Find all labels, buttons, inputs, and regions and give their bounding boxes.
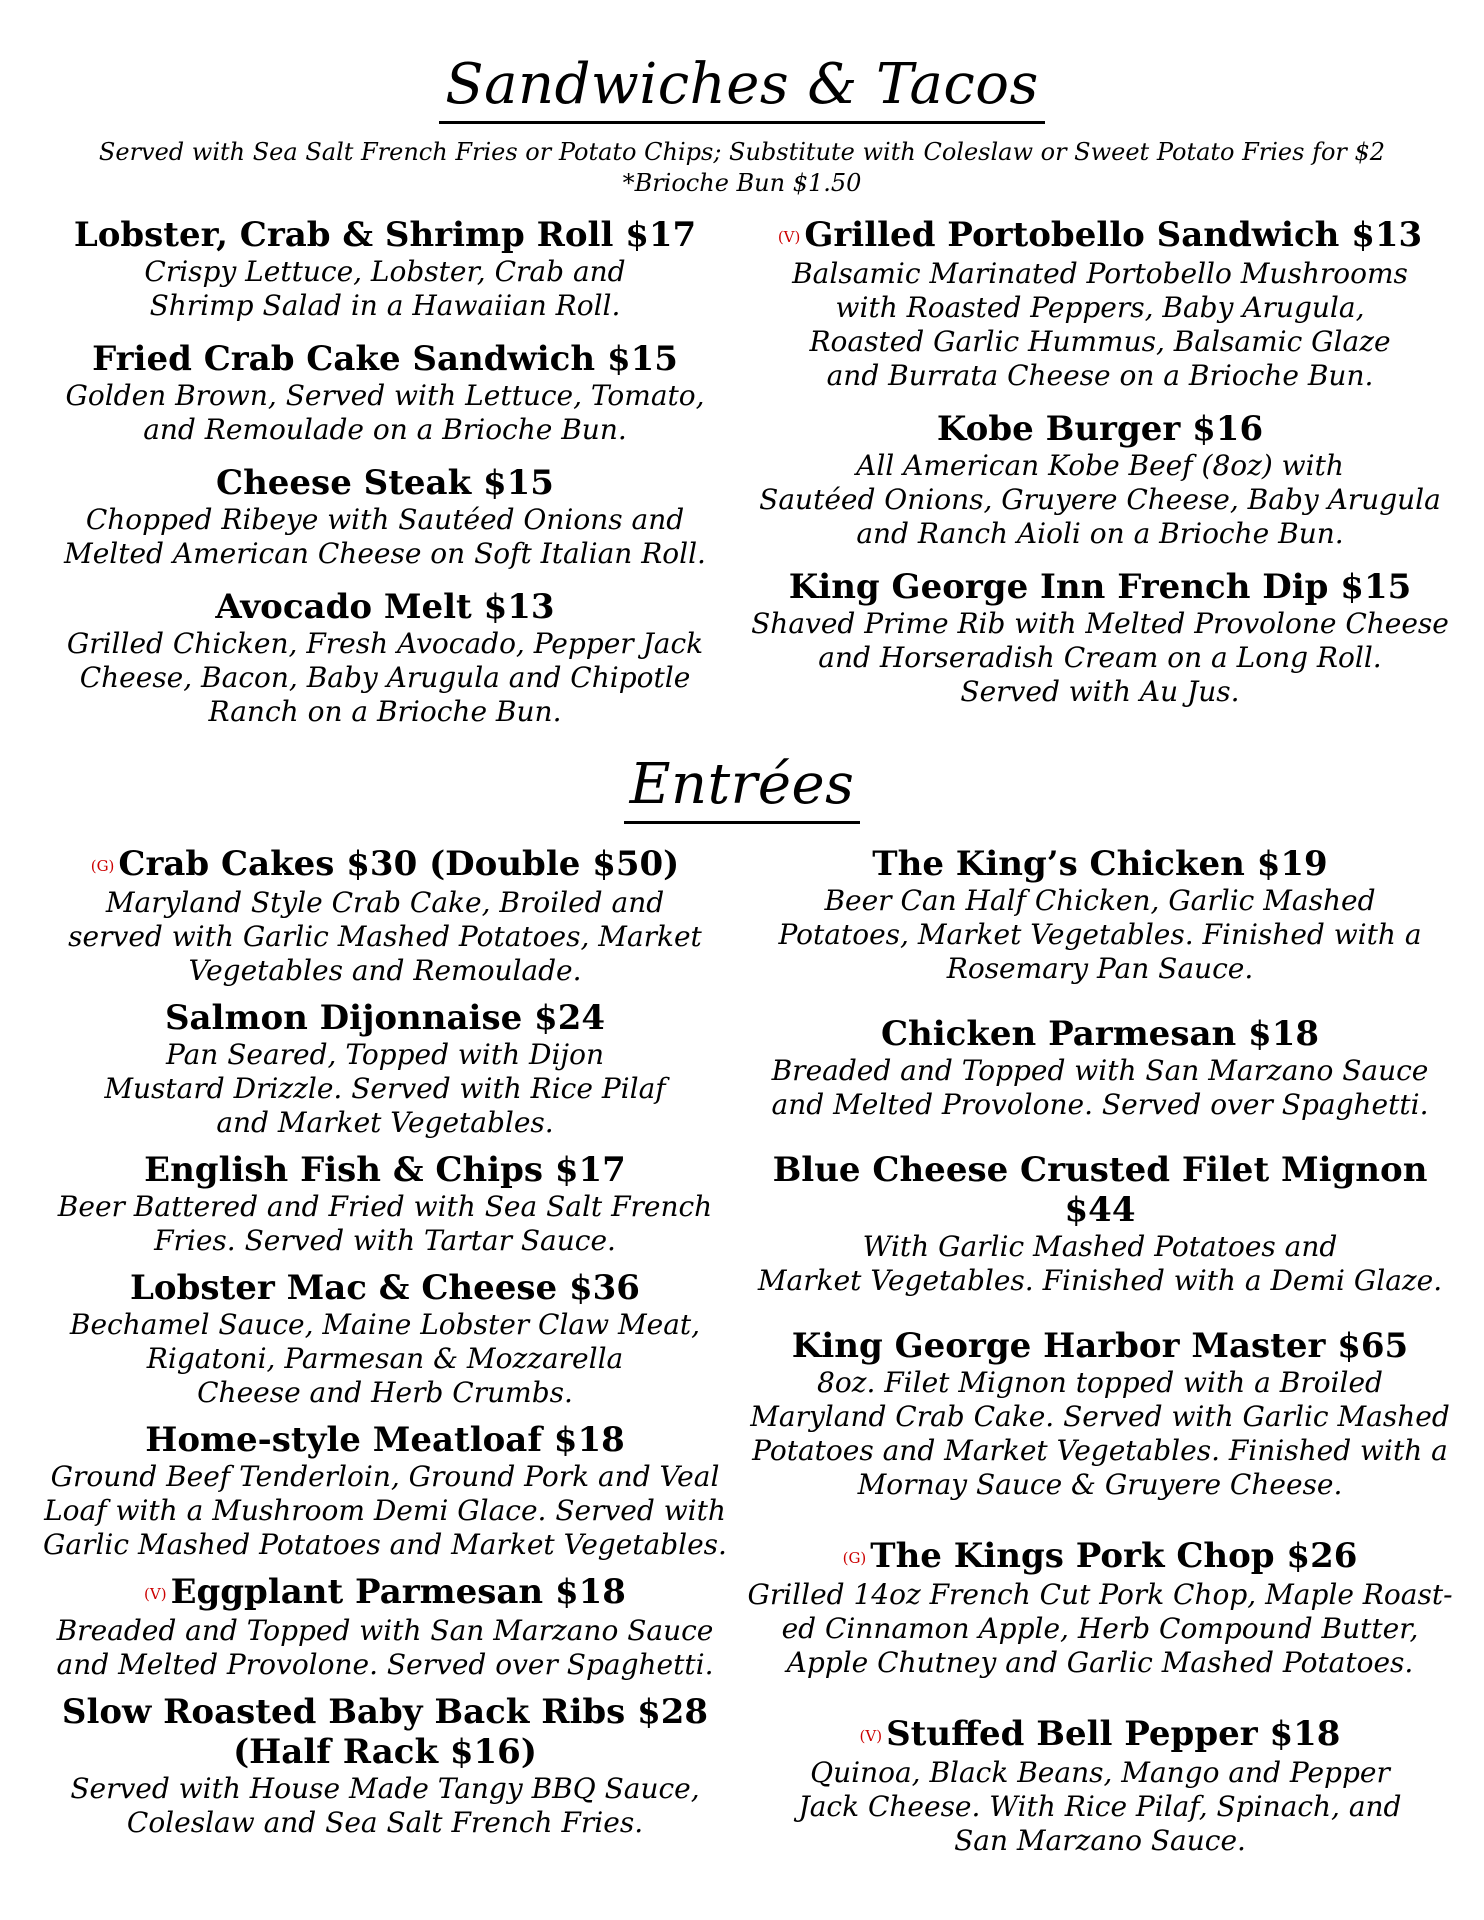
menu-item-description-line: Potatoes, Market Vegetables. Finished with a [778, 918, 1422, 951]
menu-item-fried-crab-cake-sandwich [20, 339, 750, 447]
menu-item-title [20, 1692, 750, 1732]
menu-item-description-line: With Garlic Mashed Potatoes and [862, 1230, 1338, 1263]
menu-item-description-line: Beer Battered and Fried with Sea Salt French [57, 1190, 713, 1223]
menu-item-name-price: Salmon Dijonnaise $24 [164, 998, 606, 1038]
menu-item-lobster-mac-cheese [20, 1268, 750, 1410]
menu-item-description-line: Served with Au Jus. [960, 675, 1240, 708]
menu-item-slow-roasted-baby-back-ribs [20, 1692, 750, 1840]
menu-item-description-line: All American Kobe Beef (8oz) with [856, 449, 1344, 482]
menu-item-home-style-meatloaf [20, 1420, 750, 1562]
menu-item-salmon-dijonnaise [20, 998, 750, 1140]
menu-item-description-line: and Market Vegetables. [216, 1106, 554, 1139]
menu-item-description-line: Maryland Crab Cake. Served with Garlic Mashed [750, 1400, 1450, 1433]
menu-item-description-line: and Burrata Cheese on a Brioche Bun. [826, 359, 1374, 392]
menu-item-title [20, 215, 750, 255]
menu-item-name-price: Crab Cakes $30 (Double $50) [118, 844, 680, 884]
menu-item-title [20, 339, 750, 379]
menu-item-name-price: Home-style Meatloaf $18 [145, 1420, 625, 1460]
menu-item-description-line: Cheese and Herb Crumbs. [197, 1376, 573, 1409]
menu-item-the-king-s-chicken [740, 844, 1460, 986]
menu-item-description-line: Potatoes and Market Vegetables. Finished with a [752, 1434, 1448, 1467]
menu-item-description-line: and Horseradish Cream on a Long Roll. [818, 641, 1382, 674]
menu-item-description-line: Quinoa, Black Beans, Mango and Pepper [810, 1756, 1390, 1789]
menu-item-description-line: 8oz. Filet Mignon topped with a Broiled [817, 1366, 1383, 1399]
menu-item-description-line: Mornay Sauce & Gruyere Cheese. [857, 1468, 1343, 1501]
menu-item-description-line: Bechamel Sauce, Maine Lobster Claw Meat, [69, 1308, 701, 1341]
menu-item-name-price: Slow Roasted Baby Back Ribs $28 [61, 1692, 709, 1732]
menu-item-english-fish-chips [20, 1150, 750, 1258]
menu-item-title [740, 1150, 1460, 1230]
menu-item-title [20, 998, 750, 1038]
menu-item-avocado-melt [20, 587, 750, 729]
menu-item-title [740, 1326, 1460, 1366]
menu-item-description-line: Breaded and Topped with San Marzano Sauce [56, 1614, 714, 1647]
menu-item-chicken-parmesan [740, 1014, 1460, 1122]
sandwiches-right-column [740, 215, 1460, 709]
menu-item-description-line: Served with House Made Tangy BBQ Sauce, [70, 1772, 700, 1805]
menu-item-description-line: Rosemary Pan Sauce. [946, 952, 1254, 985]
menu-item-description-line: Ranch on a Brioche Bun. [208, 695, 562, 728]
menu-item-title [20, 1572, 750, 1614]
sandwiches-subtitle-line2: *Brioche Bun $1.50 [622, 169, 862, 197]
menu-item-name-price: English Fish & Chips $17 [144, 1150, 626, 1190]
sandwiches-heading [0, 52, 1484, 124]
menu-item-description-line: Shrimp Salad in a Hawaiian Roll. [149, 289, 621, 322]
menu-item-name-price: Grilled Portobello Sandwich $13 [804, 215, 1423, 255]
menu-item-description-line: Jack Cheese. With Rice Pilaf, Spinach, and [798, 1790, 1402, 1823]
sandwiches-subtitle-line1: Served with Sea Salt French Fries or Potato Chips; Substitute with Coleslaw or Sweet Potato Fries for $2 [98, 138, 1386, 166]
menu-item-name-price: The King’s Chicken $19 [872, 844, 1328, 884]
menu-item-description-line: Crispy Lettuce, Lobster, Crab and [144, 255, 626, 288]
menu-item-title [20, 1268, 750, 1308]
menu-item-description-line: Apple Chutney and Garlic Mashed Potatoes. [786, 1646, 1414, 1679]
menu-item-title [740, 1714, 1460, 1756]
menu-item-name-price: King George Harbor Master $65 [791, 1326, 1409, 1366]
menu-item-description-line: Garlic Mashed Potatoes and Market Vegetables. [43, 1528, 727, 1561]
entrees-heading [0, 752, 1484, 824]
menu-item-cheese-steak [20, 463, 750, 571]
menu-item-description-line: and Ranch Aioli on a Brioche Bun. [856, 517, 1344, 550]
menu-item-description-line: and Melted Provolone. Served over Spaghetti. [56, 1648, 714, 1681]
menu-item-description-line: Coleslaw and Sea Salt French Fries. [126, 1806, 644, 1839]
menu-item-description-line: Mustard Drizzle. Served with Rice Pilaf [104, 1072, 666, 1105]
menu-item-description-line: Shaved Prime Rib with Melted Provolone Cheese [751, 607, 1449, 640]
menu-item-description-line: Golden Brown, Served with Lettuce, Tomato, [65, 379, 705, 412]
menu-item-title [740, 215, 1460, 257]
menu-item-description-line: with Roasted Peppers, Baby Arugula, [835, 291, 1365, 324]
entrees-title: Entrées [624, 752, 861, 824]
menu-item-description-line: Grilled Chicken, Fresh Avocado, Pepper Jack [66, 627, 704, 660]
diet-tag: (G) [842, 1549, 867, 1567]
menu-item-title [20, 844, 750, 886]
menu-item-description-line: Fries. Served with Tartar Sauce. [154, 1224, 616, 1257]
menu-item-description-line: San Marzano Sauce. [954, 1824, 1246, 1857]
diet-tag: (V) [144, 1585, 167, 1603]
menu-item-name-price: Cheese Steak $15 [216, 463, 554, 503]
sandwiches-left-column [20, 215, 750, 729]
menu-item-name-price: King George Inn French Dip $15 [788, 567, 1412, 607]
menu-item-name-price: Chicken Parmesan $18 [880, 1014, 1320, 1054]
menu-item-description-line: Market Vegetables. Finished with a Demi Glaze. [757, 1264, 1443, 1297]
menu-item-description-line: Roasted Garlic Hummus, Balsamic Glaze [809, 325, 1391, 358]
menu-item-name-price: The Kings Pork Chop $26 [870, 1536, 1358, 1576]
diet-tag: (G) [90, 857, 115, 875]
menu-item-name-price: Eggplant Parmesan $18 [170, 1572, 626, 1612]
menu-item-title [740, 1536, 1460, 1578]
menu-item-description-line: served with Garlic Mashed Potatoes, Market [68, 920, 702, 953]
menu-item-eggplant-parmesan [20, 1572, 750, 1682]
menu-item-crab-cakes [20, 844, 750, 988]
menu-item-description-line: and Melted Provolone. Served over Spaghetti. [771, 1088, 1429, 1121]
menu-item-description-line: Chopped Ribeye with Sautéed Onions and [85, 503, 685, 536]
menu-item-name-price: Lobster, Crab & Shrimp Roll $17 [73, 215, 697, 255]
menu-item-description-line: Vegetables and Remoulade. [188, 954, 582, 987]
menu-item-lobster-crab-shrimp-roll [20, 215, 750, 323]
sandwiches-subtitle [0, 137, 1484, 199]
menu-item-description-line: Grilled 14oz French Cut Pork Chop, Maple Roast- [747, 1578, 1453, 1611]
menu-item-title [20, 587, 750, 627]
menu-item-title-secondary: (Half Rack $16) [233, 1732, 537, 1772]
menu-item-title [20, 463, 750, 503]
menu-item-name-price: Stuffed Bell Pepper $18 [886, 1714, 1341, 1754]
menu-item-name-price: Blue Cheese Crusted Filet Mignon $44 [772, 1150, 1428, 1230]
menu-item-description-line: Cheese, Bacon, Baby Arugula and Chipotle [79, 661, 691, 694]
menu-item-title [20, 1150, 750, 1190]
menu-item-name-price: Lobster Mac & Cheese $36 [130, 1268, 640, 1308]
menu-item-description-line: Balsamic Marinated Portobello Mushrooms [792, 257, 1408, 290]
menu-item-description-line: Melted American Cheese on Soft Italian Roll. [64, 537, 706, 570]
menu-item-kobe-burger [740, 409, 1460, 551]
menu-item-description-line: Pan Seared, Topped with Dijon [165, 1038, 605, 1071]
entrees-left-column [20, 844, 750, 1840]
diet-tag: (V) [859, 1727, 883, 1745]
menu-item-description-line: Maryland Style Crab Cake, Broiled and [105, 886, 665, 919]
menu-item-the-kings-pork-chop [740, 1536, 1460, 1680]
menu-item-stuffed-bell-pepper [740, 1714, 1460, 1858]
entrees-right-column [740, 844, 1460, 1858]
menu-item-king-george-harbor-master [740, 1326, 1460, 1502]
menu-item-description-line: Rigatoni, Parmesan & Mozzarella [146, 1342, 624, 1375]
menu-item-title [740, 567, 1460, 607]
menu-item-title [20, 1420, 750, 1460]
menu-item-description-line: Beer Can Half Chicken, Garlic Mashed [824, 884, 1376, 917]
menu-item-title [740, 844, 1460, 884]
menu-item-description-line: Breaded and Topped with San Marzano Sauce [771, 1054, 1429, 1087]
menu-item-description-line: Loaf with a Mushroom Demi Glace. Served with [44, 1494, 726, 1527]
menu-item-title [740, 1014, 1460, 1054]
menu-item-description-line: Ground Beef Tenderloin, Ground Pork and Veal [50, 1460, 720, 1493]
menu-item-description-line: and Remoulade on a Brioche Bun. [143, 413, 627, 446]
sandwiches-title: Sandwiches & Tacos [439, 52, 1044, 124]
menu-item-name-price: Fried Crab Cake Sandwich $15 [92, 339, 678, 379]
menu-item-grilled-portobello-sandwich [740, 215, 1460, 393]
menu-item-name-price: Avocado Melt $13 [215, 587, 555, 627]
menu-item-name-price: Kobe Burger $16 [936, 409, 1264, 449]
menu-item-description-line: ed Cinnamon Apple, Herb Compound Butter, [781, 1612, 1419, 1645]
menu-item-description-line: Sautéed Onions, Gruyere Cheese, Baby Arugula [759, 483, 1441, 516]
menu-item-blue-cheese-crusted-filet-mignon [740, 1150, 1460, 1298]
menu-item-king-george-inn-french-dip [740, 567, 1460, 709]
menu-item-title [740, 409, 1460, 449]
diet-tag: (V) [777, 228, 801, 246]
